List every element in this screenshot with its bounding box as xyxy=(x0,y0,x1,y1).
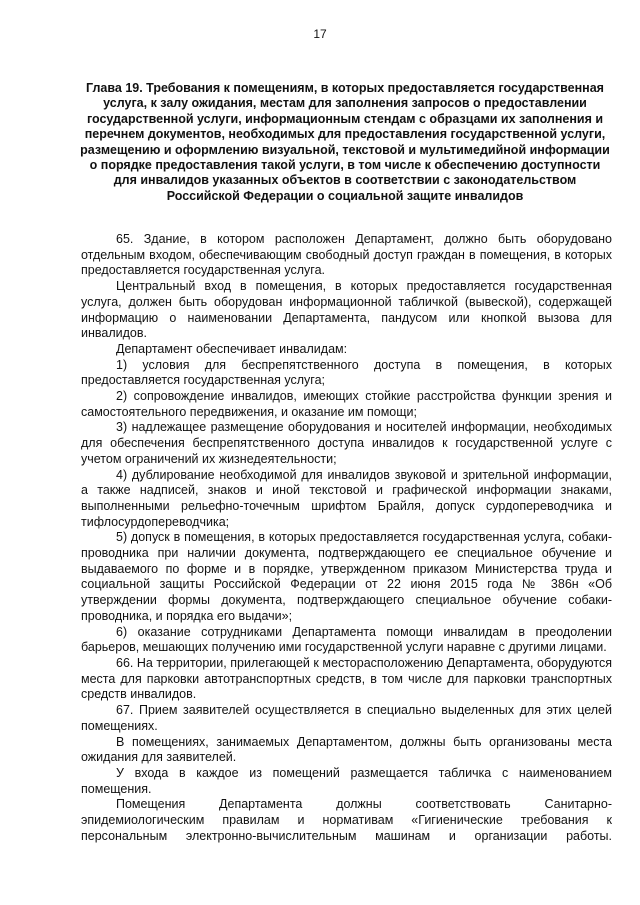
paragraph: 65. Здание, в котором расположен Департамент, должно быть оборудовано отдельным входом, обеспечивающим свободный доступ граждан в помещения, в которых предоставляется государственная услуга. xyxy=(81,232,612,278)
paragraph: У входа в каждое из помещений размещается табличка с наименованием помещения. xyxy=(81,765,612,796)
paragraph: 4) дублирование необходимой для инвалидов звуковой и зрительной информации, а также надписей, знаков и иной текстовой и графической информации знаками, выполненными рельефно-точечным шрифтом Брайля, допуск сурдопереводчика и тифлосурдопереводчика; xyxy=(81,467,612,529)
paragraph: 67. Прием заявителей осуществляется в специально выделенных для этих целей помещениях. xyxy=(81,703,612,733)
chapter-heading: Глава 19. Требования к помещениям, в которых предоставляется государственная услуга, к залу ожидания, местам для заполнения запросов о предоставлении государственной услуги, информационным стендам с образцами их заполнения и перечнем документов, необходимых для предоставления государственной услуги, размещению и оформлению визуальной, текстовой и мультимедийной информации о порядке предоставления такой услуги, в том числе к обеспечению доступности для инвалидов указанных объектов в соответствии с законодательством Российской Федерации о социальной защите инвалидов xyxy=(80,81,610,203)
paragraph: 3) надлежащее размещение оборудования и носителей информации, необходимых для обеспечения беспрепятственного доступа инвалидов к государственной услуге с учетом ограничений их жизнедеятельности; xyxy=(81,420,612,466)
paragraph: 5) допуск в помещения, в которых предоставляется государственная услуга, собаки-проводника при наличии документа, подтверждающего ее специальное обучение и выдаваемого по форме и в порядке, утвержденном приказом Министерства труда и социальной защиты Российской Федерации от 22 июня 2015 года № 386н «Об утверждении формы документа, подтверждающего специальное обучение собаки-проводника, и порядка его выдачи»; xyxy=(81,530,612,623)
paragraph: 2) сопровождение инвалидов, имеющих стойкие расстройства функции зрения и самостоятельного передвижения, и оказание им помощи; xyxy=(81,389,612,419)
paragraph: 6) оказание сотрудниками Департамента помощи инвалидам в преодолении барьеров, мешающих получению ими государственной услуги наравне с другими лицами. xyxy=(81,624,612,655)
paragraph: В помещениях, занимаемых Департаментом, должны быть организованы места ожидания для заявителей. xyxy=(81,734,612,765)
paragraph: Департамент обеспечивает инвалидам: xyxy=(116,341,348,356)
document-body xyxy=(81,232,612,844)
paragraph: 1) условия для беспрепятственного доступа в помещения, в которых предоставляется государственная услуга; xyxy=(81,357,612,388)
paragraph: 66. На территории, прилегающей к месторасположению Департамента, оборудуются места для парковки автотранспортных средств, в том числе для парковки транспортных средств инвалидов. xyxy=(81,655,612,702)
paragraph: Помещения Департамента должны соответствовать Санитарно-эпидемиологическим правилам и нормативам «Гигиенические требования к персональным электронно-вычислительным машинам и организации работы. xyxy=(81,797,612,843)
page-number: 17 xyxy=(313,27,327,41)
paragraph: Центральный вход в помещения, в которых предоставляется государственная услуга, должен быть оборудован информационной табличкой (вывеской), содержащей информацию о наименовании Департамента, пандусом или кнопкой вызова для инвалидов. xyxy=(81,279,612,341)
